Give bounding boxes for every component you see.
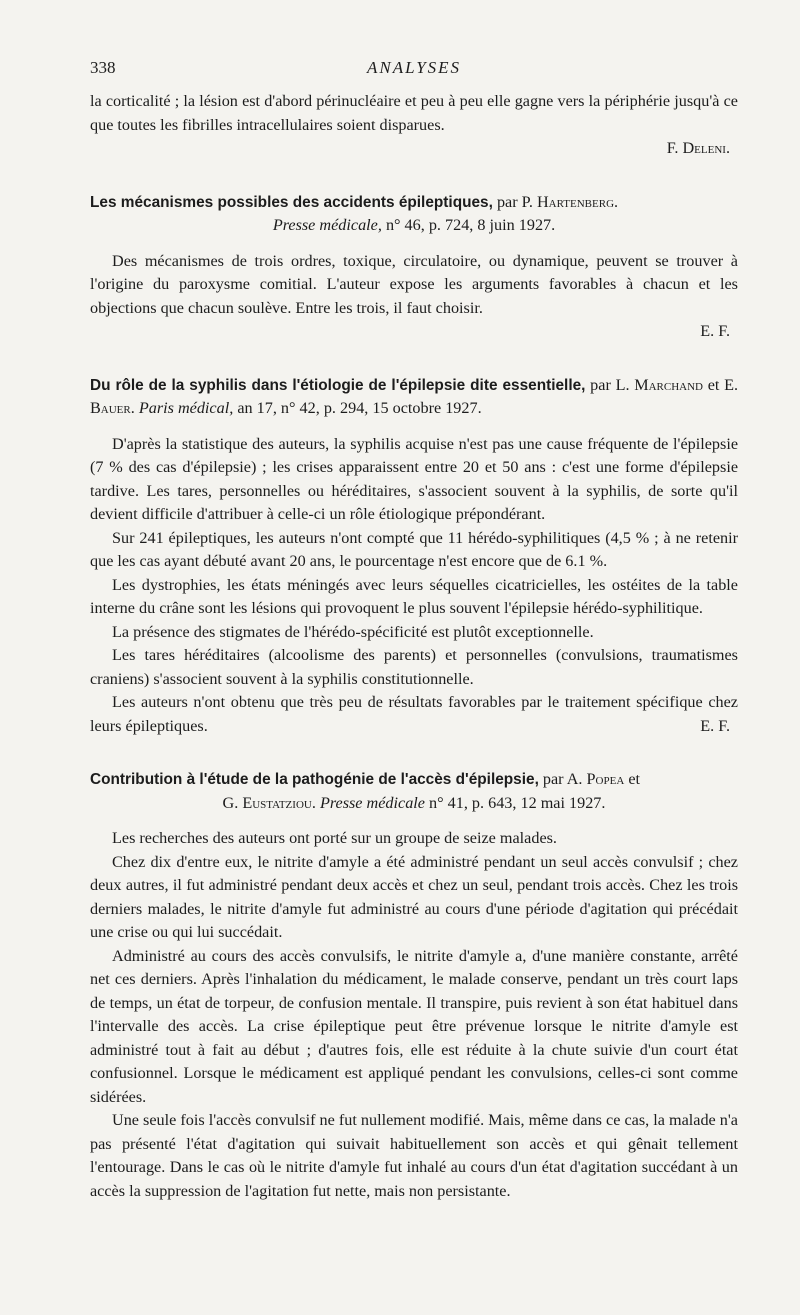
article-1-title: Les mécanismes possibles des accidents épileptiques,	[90, 193, 493, 211]
article-3-paragraph-4: Une seule fois l'accès convulsif ne fut nullement modifié. Mais, même dans ce cas, la malade n'a pas présenté l'état d'agitation qui suivait habituellement son accès et qui gênait tellement l'entourage. Dans le cas où le nitrite d'amyle fut inhalé au cours d'un état d'agitation succédant à un accès la suppression de l'agitation fut nette, mais non persistante.	[90, 1111, 738, 1200]
article-3-heading	[90, 768, 738, 815]
article-3-author-1-initial: A.	[566, 770, 583, 788]
article-1-by: par	[496, 192, 518, 211]
article-2-heading	[90, 374, 738, 421]
article-1-paragraph-1: Des mécanismes de trois ordres, toxique, circulatoire, ou dynamique, peuvent se trouver à l'origine du paroxysme comitial. L'auteur expose les arguments favorables à chacun et les objections que chacun soulève. Entre les trois, il faut choisir.	[90, 251, 738, 317]
article-2-paragraph-4: La présence des stigmates de l'hérédo-spécificité est plutôt exceptionnelle.	[112, 622, 594, 641]
intro-paragraph: la corticalité ; la lésion est d'abord périnucléaire et peu à peu elle gagne vers la périphérie jusqu'à ce que toutes les fibrilles intracellulaires soient disparues.	[90, 92, 738, 134]
article-3-paragraph-1: Les recherches des auteurs ont porté sur un groupe de seize malades.	[112, 829, 557, 847]
article-1-citation: n° 46, p. 724, 8 juin 1927.	[385, 216, 556, 234]
article-1-author-initial: P.	[521, 192, 533, 211]
article-3-source: Presse médicale	[319, 793, 425, 812]
article-2-title: Du rôle de la syphilis dans l'étiologie de l'épilepsie dite essentielle,	[90, 376, 586, 394]
article-1-signature: E. F.	[700, 322, 730, 340]
article-2-paragraph-3: Les dystrophies, les états méningés avec leurs séquelles cicatricielles, les ostéites de la table interne du crâne sont les lésions qui provoquent le plus souvent l'épilepsie hérédo-syphilitique.	[90, 575, 738, 617]
running-head	[90, 58, 738, 84]
article-3-author-2-initial: G.	[222, 793, 239, 812]
article-2-paragraph-6	[90, 691, 738, 738]
article-3-by: par	[542, 770, 564, 788]
article-2-author-1-initial: L.	[615, 375, 630, 394]
article-2-author-1-name: Marchand	[634, 375, 704, 394]
article-2-author-2-name: Bauer.	[90, 399, 135, 417]
article-2-paragraph-5: Les tares héréditaires (alcoolisme des parents) et personnelles (convulsions, traumatismes craniens) s'associent souvent à la syphilis constitutionnelle.	[90, 646, 738, 688]
article-1-source: Presse médicale,	[272, 216, 382, 234]
article-2-source: Paris médical,	[138, 399, 234, 417]
article-1-heading	[90, 191, 738, 238]
article-2-citation: an 17, n° 42, p. 294, 15 octobre 1927.	[237, 399, 482, 417]
intro-signature: F. Deleni.	[666, 139, 730, 157]
article-3-paragraph-2: Chez dix d'entre eux, le nitrite d'amyle a été administré pendant un seul accès convulsif ; chez deux autres, il fut administré pendant deux accès et chez un seul, pendant trois accès. Chez les trois derniers malades, le nitrite d'amyle fut administré au cours d'une période d'agitation qui précédait une crise ou qui lui succédait.	[90, 852, 738, 941]
article-3-conjunction: et	[628, 770, 640, 788]
article-1-citation-line	[90, 214, 738, 238]
article-2	[90, 374, 738, 739]
article-3-citation: n° 41, p. 643, 12 mai 1927.	[429, 793, 606, 812]
running-title: ANALYSES	[366, 58, 462, 77]
article-1	[90, 191, 738, 344]
article-2-conjunction: et	[707, 375, 720, 394]
article-1-author-name: Hartenberg.	[536, 192, 619, 211]
article-2-signature: E. F.	[700, 716, 730, 735]
article-2-author-2-initial: E.	[724, 375, 739, 394]
article-3-citation-line	[90, 792, 738, 816]
article-3-title: Contribution à l'étude de la pathogénie de l'accès d'épilepsie,	[90, 771, 539, 788]
article-2-paragraph-1: D'après la statistique des auteurs, la syphilis acquise n'est pas une cause fréquente de l'épilepsie (7 % des cas d'épilepsie) ; les crises apparaissent entre 20 et 50 ans : c'est une forme d'épilepsie tardive. Les tares, personnelles ou héréditaires, s'associent souvent à la syphilis, de sorte qu'il devient difficile d'attribuer à celle-ci un rôle étiologique prépondérant.	[90, 434, 738, 523]
article-2-paragraph-2: Sur 241 épileptiques, les auteurs n'ont compté que 11 hérédo-syphilitiques (4,5 % ; à ne retenir que les cas ayant débuté avant 20 ans, le pourcentage n'est encore que de 6.1 %.	[90, 528, 738, 570]
article-3-author-2-name: Eustatziou.	[242, 793, 316, 812]
page-number: 338	[90, 58, 116, 77]
article-2-paragraph-6-text: Les auteurs n'ont obtenu que très peu de résultats favorables par le traitement spécifique chez leurs épileptiques.	[90, 693, 738, 735]
article-3-author-1-name: Popea	[586, 770, 625, 788]
article-3-paragraph-3: Administré au cours des accès convulsifs, le nitrite d'amyle a, d'une manière constante, arrêté net ces derniers. Après l'inhalation du médicament, le malade conserve, pendant un très court laps de temps, un état de torpeur, de confusion mentale. Il transpire, puis revient à son état habituel dans l'intervalle des accès. La crise épileptique peut être prévenue lorsque le nitrite d'amyle est administré tout à fait au début ; d'autres fois, elle est réduite à la chute suivie d'un court état confusionnel. Lorsque le médicament est appliqué pendant les convulsions, celles-ci sont comme sidérées.	[90, 946, 738, 1106]
article-2-by: par	[590, 375, 611, 394]
article-3	[90, 768, 738, 1203]
